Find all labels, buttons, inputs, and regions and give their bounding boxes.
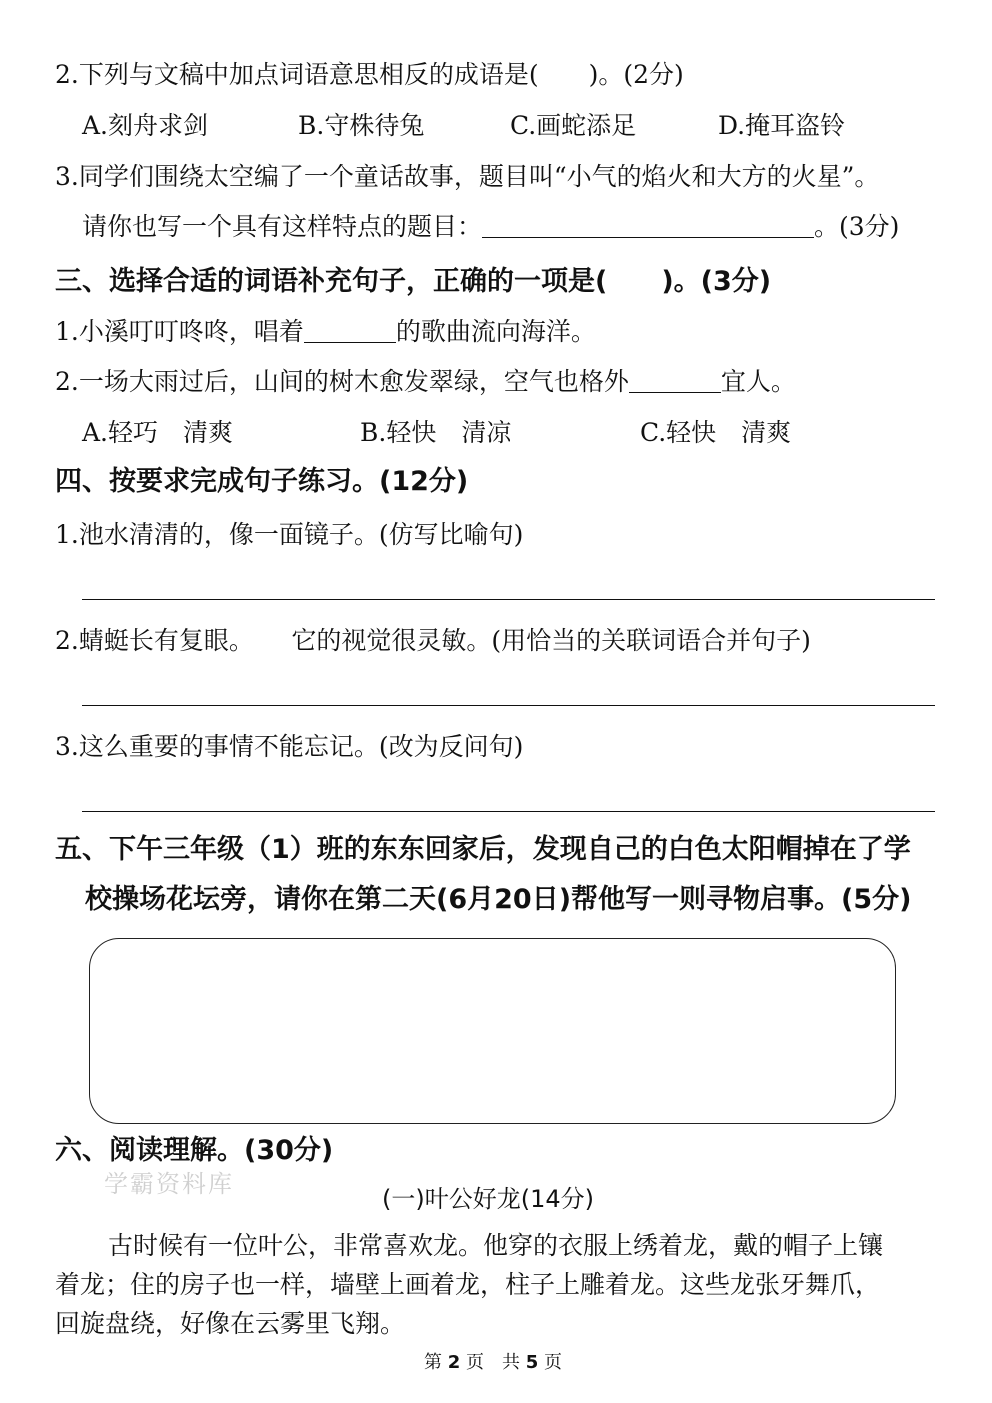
- option-c[interactable]: C.画蛇添足: [510, 111, 637, 140]
- sentence-2: [55, 367, 796, 397]
- sentence-2-prefix: 2.一场大雨过后，山间的树木愈发翠绿，空气也格外: [55, 367, 629, 396]
- passage-line-3: 回旋盘绕，好像在云雾里飞翔。: [55, 1309, 406, 1338]
- title-answer-blank[interactable]: [482, 213, 814, 238]
- exercise-2: 2.蜻蜓长有复眼。 它的视觉很灵敏。(用恰当的关联词语合并句子): [55, 626, 811, 655]
- footer-post: 页: [544, 1352, 562, 1373]
- answer-line-1[interactable]: [82, 599, 935, 600]
- option-b[interactable]: B.守株待兔: [298, 111, 425, 140]
- footer-mid: 页 共: [466, 1352, 520, 1373]
- exercise-1: 1.池水清清的，像一面镜子。(仿写比喻句): [55, 520, 524, 549]
- sentence-1-suffix: 的歌曲流向海洋。: [395, 317, 596, 346]
- option-a[interactable]: A.刻舟求剑: [82, 111, 209, 140]
- question-3-prompt: 请你也写一个具有这样特点的题目：: [82, 212, 483, 241]
- sentence-1: [55, 317, 596, 347]
- footer-pre: 第: [424, 1352, 442, 1373]
- total-page-number: 5: [525, 1352, 539, 1373]
- section-4-heading: 四、按要求完成句子练习。(12分): [55, 466, 469, 497]
- section-5-heading-line1: 五、下午三年级（1）班的东东回家后，发现自己的白色太阳帽掉在了学: [55, 834, 911, 865]
- section-5-heading-line2: 校操场花坛旁，请你在第二天(6月20日)帮他写一则寻物启事。(5分): [85, 884, 912, 915]
- sentence-1-blank[interactable]: [304, 318, 396, 343]
- answer-line-3[interactable]: [82, 811, 935, 812]
- passage-line-2: 着龙；住的房子也一样，墙壁上画着龙，柱子上雕着龙。这些龙张牙舞爪，: [55, 1270, 881, 1299]
- page-footer: [424, 1352, 562, 1374]
- passage-title: (一)叶公好龙(14分): [382, 1185, 594, 1213]
- watermark-text: 学霸资料库: [104, 1170, 234, 1198]
- question-2: 2.下列与文稿中加点词语意思相反的成语是( )。(2分): [55, 60, 684, 89]
- word-option-c[interactable]: C.轻快 清爽: [640, 418, 792, 447]
- sentence-1-prefix: 1.小溪叮叮咚咚，唱着: [55, 317, 304, 346]
- exercise-3: 3.这么重要的事情不能忘记。(改为反问句): [55, 732, 524, 761]
- passage-line-1: 古时候有一位叶公，非常喜欢龙。他穿的衣服上绣着龙，戴的帽子上镶: [108, 1231, 884, 1260]
- word-option-b[interactable]: B.轻快 清凉: [360, 418, 512, 447]
- notice-writing-box[interactable]: [89, 938, 896, 1124]
- word-option-a[interactable]: A.轻巧 清爽: [82, 418, 234, 447]
- section-6-heading: 六、阅读理解。(30分): [55, 1135, 334, 1166]
- current-page-number: 2: [447, 1352, 461, 1373]
- option-d[interactable]: D.掩耳盗铃: [718, 111, 846, 140]
- question-3-score: 。(3分): [814, 212, 900, 241]
- question-3-line2: [82, 212, 899, 242]
- section-3-heading: 三、选择合适的词语补充句子，正确的一项是( )。(3分): [55, 266, 772, 297]
- sentence-2-suffix: 宜人。: [720, 367, 796, 396]
- question-3-line1: 3.同学们围绕太空编了一个童话故事，题目叫“小气的焰火和大方的火星”。: [55, 162, 880, 191]
- sentence-2-blank[interactable]: [629, 368, 721, 393]
- answer-line-2[interactable]: [82, 705, 935, 706]
